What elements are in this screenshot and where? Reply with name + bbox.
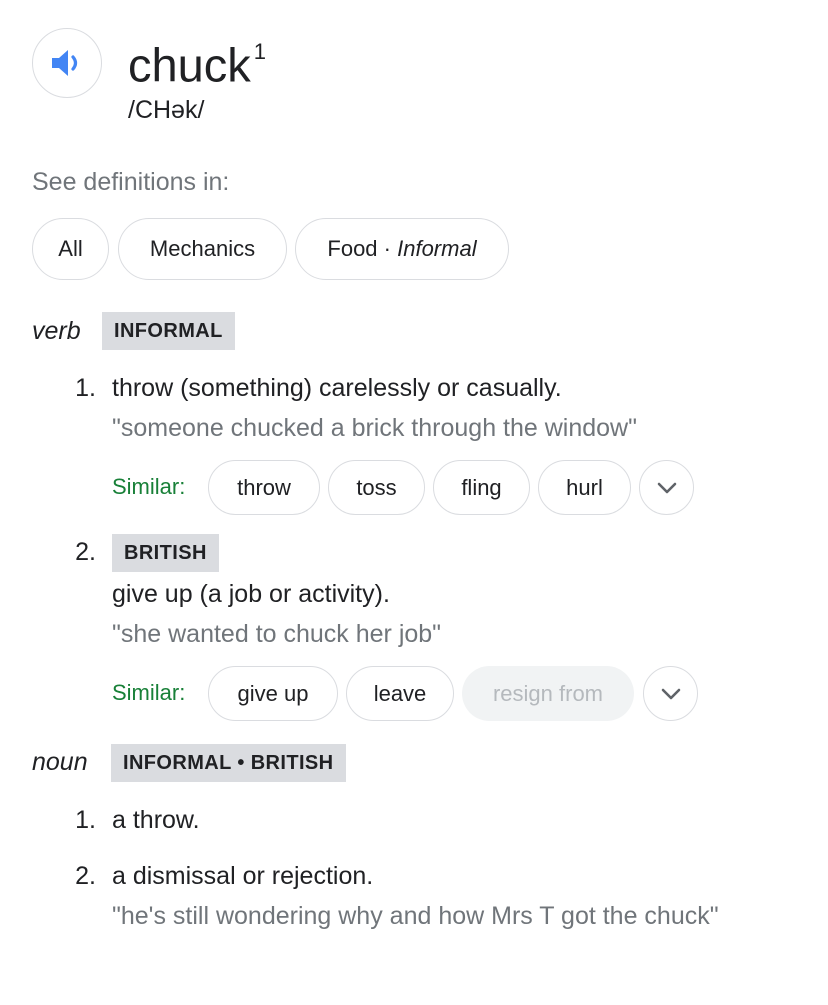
chip-separator: · bbox=[377, 236, 398, 261]
sense-number: 1. bbox=[75, 806, 96, 834]
register-label: INFORMAL bbox=[102, 312, 235, 350]
chip-label: hurl bbox=[566, 474, 603, 500]
chip-label: Mechanics bbox=[149, 236, 256, 261]
more-similar-button[interactable] bbox=[639, 460, 694, 515]
chevron-down-icon bbox=[657, 482, 677, 494]
chevron-down-icon bbox=[661, 688, 681, 700]
definition: give up (a job or activity). bbox=[112, 580, 390, 608]
similar-chip-toss[interactable] bbox=[328, 460, 425, 515]
sense-number: 2. bbox=[75, 862, 96, 890]
homograph-number: 1 bbox=[253, 39, 267, 64]
pos-verb: verb bbox=[32, 317, 81, 345]
more-similar-button[interactable] bbox=[643, 666, 698, 721]
chip-all[interactable] bbox=[32, 218, 109, 280]
example: "she wanted to chuck her job" bbox=[112, 620, 442, 648]
similar-label: Similar: bbox=[112, 474, 186, 499]
speaker-icon bbox=[50, 48, 84, 78]
similar-label: Similar: bbox=[112, 680, 186, 705]
similar-chip-throw[interactable] bbox=[208, 460, 320, 515]
chip-label: Food bbox=[327, 236, 378, 261]
chip-food-informal[interactable] bbox=[295, 218, 509, 280]
pos-noun: noun bbox=[32, 748, 88, 776]
similar-chip-fling[interactable] bbox=[433, 460, 530, 515]
chip-tag: Informal bbox=[397, 236, 477, 261]
phonetic: /CHək/ bbox=[128, 96, 205, 124]
chip-label: toss bbox=[356, 474, 397, 500]
chip-label: throw bbox=[237, 474, 291, 500]
register-label: INFORMAL • BRITISH bbox=[111, 744, 346, 782]
example: "he's still wondering why and how Mrs T got the chuck" bbox=[112, 902, 719, 930]
chip-label: All bbox=[58, 236, 83, 261]
definition: a dismissal or rejection. bbox=[112, 862, 374, 890]
sense-number: 2. bbox=[75, 538, 96, 566]
chip-label: resign from bbox=[492, 680, 604, 706]
chip-mechanics[interactable] bbox=[118, 218, 287, 280]
register-label: BRITISH bbox=[112, 534, 219, 572]
similar-chip-leave[interactable] bbox=[346, 666, 454, 721]
similar-chip-hurl[interactable] bbox=[538, 460, 631, 515]
similar-chip-give-up[interactable] bbox=[208, 666, 338, 721]
chip-label: fling bbox=[461, 474, 502, 500]
headword bbox=[128, 30, 266, 94]
similar-chip-resign-from[interactable] bbox=[462, 666, 634, 721]
pronunciation-button[interactable] bbox=[32, 28, 102, 98]
definition: a throw. bbox=[112, 806, 200, 834]
chip-label: leave bbox=[373, 680, 427, 706]
definition: throw (something) carelessly or casually. bbox=[112, 374, 562, 402]
example: "someone chucked a brick through the window" bbox=[112, 414, 637, 442]
headword-text: chuck bbox=[128, 38, 251, 92]
chip-label: give up bbox=[237, 680, 309, 706]
see-definitions-label: See definitions in: bbox=[32, 168, 230, 196]
sense-number: 1. bbox=[75, 374, 96, 402]
